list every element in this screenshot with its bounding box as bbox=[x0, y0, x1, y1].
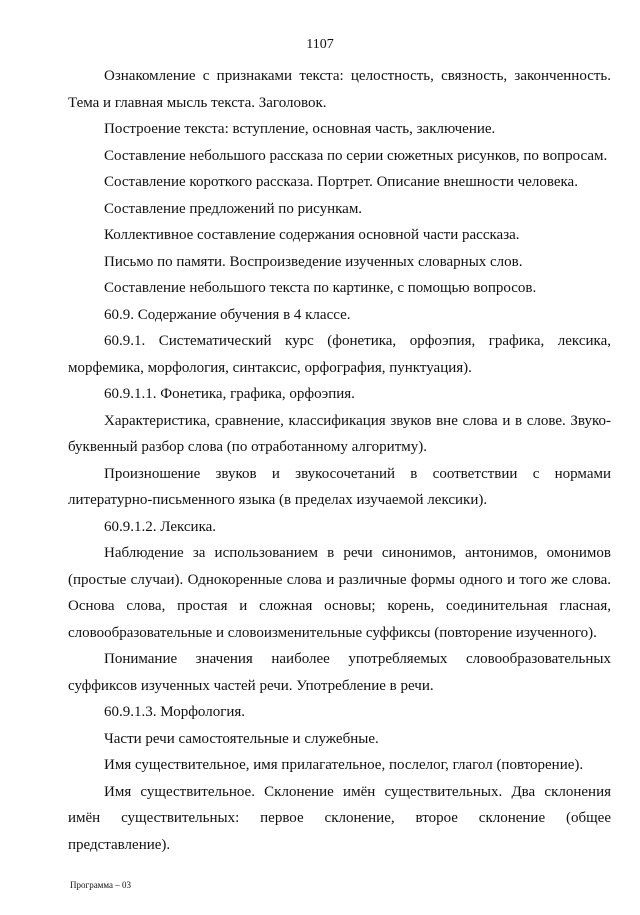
paragraph: Составление короткого рассказа. Портрет. Описание внешности человека. bbox=[104, 174, 578, 190]
document-body bbox=[68, 63, 611, 858]
footer-program-label: Программа – 03 bbox=[70, 880, 132, 890]
section-heading: 60.9.1.3. Морфология. bbox=[104, 704, 246, 720]
paragraph: Имя существительное. Склонение имён существительных. Два склонения имён существительных: первое склонение, второе склонение (общее представление). bbox=[68, 783, 611, 853]
paragraph: Коллективное составление содержания основной части рассказа. bbox=[104, 227, 520, 243]
paragraph: Понимание значения наиболее употребляемых словообразовательных суффиксов изученных частей речи. Употребление в речи. bbox=[68, 651, 611, 694]
section-heading: 60.9. Содержание обучения в 4 классе. bbox=[104, 306, 351, 323]
paragraph: Ознакомление с признаками текста: целостность, связность, законченность. Тема и главная мысль текста. Заголовок. bbox=[68, 68, 611, 111]
paragraph: Составление небольшого текста по картинке, с помощью вопросов. bbox=[104, 280, 537, 296]
paragraph: Письмо по памяти. Воспроизведение изученных словарных слов. bbox=[104, 253, 523, 270]
section-heading: 60.9.1. Систематический курс (фонетика, орфоэпия, графика, лексика, морфемика, морфология, синтаксис, орфография, пунктуация). bbox=[68, 333, 611, 376]
section-heading: 60.9.1.2. Лексика. bbox=[104, 518, 217, 535]
paragraph: Построение текста: вступление, основная часть, заключение. bbox=[104, 121, 496, 137]
paragraph: Имя существительное, имя прилагательное, послелог, глагол (повторение). bbox=[104, 757, 584, 773]
paragraph: Характеристика, сравнение, классификация звуков вне слова и в слове. Звуко-буквенный разбор слова (по отработанному алгоритму). bbox=[68, 412, 611, 455]
page-number: 1107 bbox=[306, 37, 334, 52]
paragraph: Составление предложений по рисункам. bbox=[104, 200, 363, 217]
paragraph: Составление небольшого рассказа по серии сюжетных рисунков, по вопросам. bbox=[104, 147, 608, 164]
paragraph: Наблюдение за использованием в речи синонимов, антонимов, омонимов (простые случаи). Однокоренные слова и различные формы одного и того же слова. Основа слова, простая и сложная основы; корень, соединительная гласная, словообразовательные и словоизменительные суффиксы (повторение изученного). bbox=[68, 545, 611, 641]
paragraph: Произношение звуков и звукосочетаний в соответствии с нормами литературно-письменного языка (в пределах изучаемой лексики). bbox=[68, 465, 611, 508]
paragraph: Части речи самостоятельные и служебные. bbox=[104, 730, 379, 747]
section-heading: 60.9.1.1. Фонетика, графика, орфоэпия. bbox=[104, 386, 355, 402]
